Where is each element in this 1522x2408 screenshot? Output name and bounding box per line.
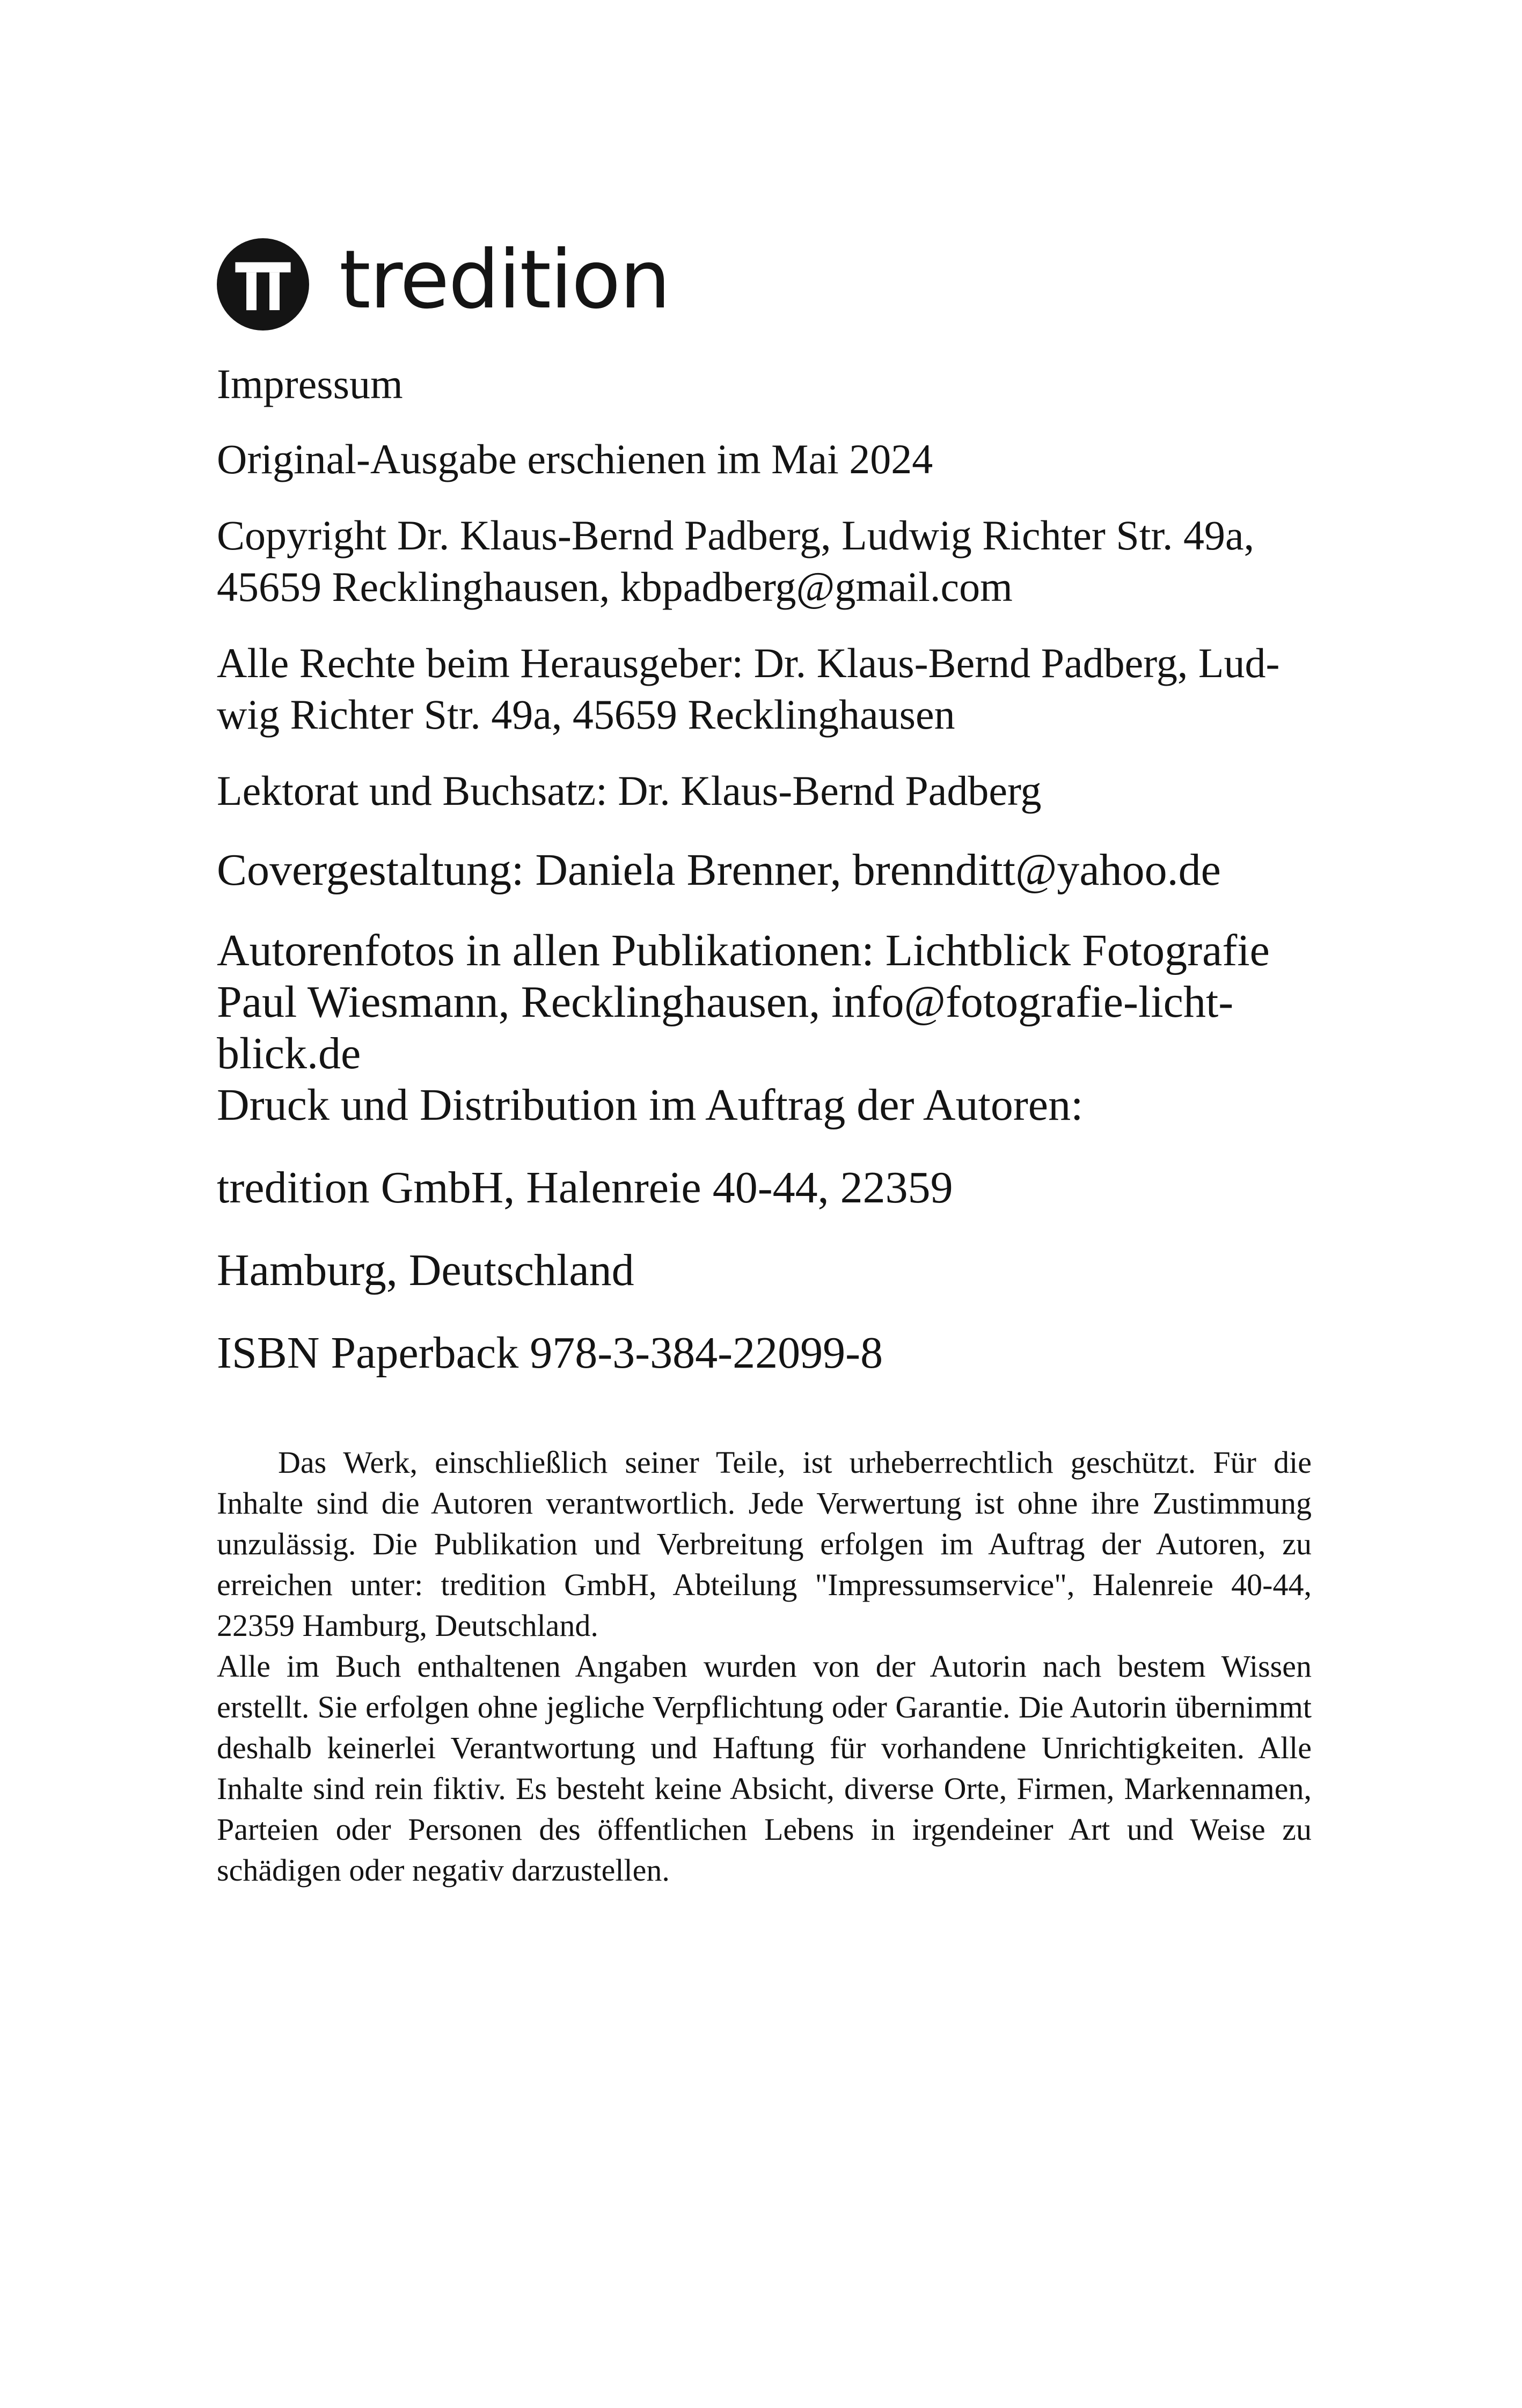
copyright-line-1: Copyright Dr. Klaus-Bernd Padberg, Ludwig Richter Str. 49a,	[217, 512, 1255, 559]
copyright-block	[217, 510, 1344, 613]
author-photos-line-1: Autorenfotos in allen Publikationen: Lichtblick Fotografie	[217, 926, 1270, 975]
rights-line-2: wig Richter Str. 49a, 45659 Recklinghausen	[217, 691, 955, 738]
editing-line: Lektorat und Buchsatz: Dr. Klaus-Bernd Padberg	[217, 767, 1042, 814]
imprint-heading: Impressum	[217, 361, 403, 407]
legal-notice	[217, 1442, 1312, 1891]
tredition-logo	[217, 233, 670, 333]
print-distribution-line: Druck und Distribution im Auftrag der Autoren:	[217, 1080, 1084, 1130]
author-photos-line-2: Paul Wiesmann, Recklinghausen, info@fotografie-licht-	[217, 977, 1234, 1027]
legal-paragraph-disclaimer: Alle im Buch enthaltenen Angaben wurden von der Autorin nach bestem Wissen erstellt. Sie erfolgen ohne jegliche Verpflichtung oder Garantie. Die Autorin übernimmt deshalb keinerlei Verantwortung und Haftung für vorhandene Unrichtigkeiten. Alle Inhalte sind rein fiktiv. Es besteht keine Absicht, diverse Orte, Firmen, Markennamen, Parteien oder Personen des öffentlichen Lebens in irgendeiner Art und Weise zu schädigen oder negativ darzustellen.	[217, 1649, 1312, 1888]
edition-line: Original-Ausgabe erschienen im Mai 2024	[217, 436, 933, 482]
legal-paragraph-copyright: Das Werk, einschließlich seiner Teile, ist urheberrechtlich geschützt. Für die Inhalte sind die Autoren verantwortlich. Jede Verwertung ist ohne ihre Zustimmung unzulässig. Die Publikation und Verbreitung erfolgen im Auftrag der Autoren, zu erreichen unter: tredition GmbH, Abteilung "Impressumservice", Halenreie 40-44, 22359 Hamburg, Deutschland.	[217, 1445, 1312, 1643]
isbn-line: ISBN Paperback 978-3-384-22099-8	[217, 1328, 883, 1378]
copyright-line-2: 45659 Recklinghausen, kbpadberg@gmail.com	[217, 563, 1013, 610]
rights-block	[217, 637, 1344, 740]
imprint-block	[217, 348, 1344, 1379]
tredition-logo-mark-icon	[217, 238, 309, 331]
author-photos-block	[217, 925, 1344, 1080]
publisher-line-1: tredition GmbH, Halenreie 40-44, 22359	[217, 1163, 953, 1213]
author-photos-line-3: blick.de	[217, 1029, 361, 1078]
publisher-line-2: Hamburg, Deutschland	[217, 1245, 634, 1295]
rights-line-1: Alle Rechte beim Herausgeber: Dr. Klaus-Bernd Padberg, Lud-	[217, 640, 1280, 686]
logo-wordmark: tredition	[339, 233, 670, 327]
cover-design-line: Covergestaltung: Daniela Brenner, brennditt@yahoo.de	[217, 845, 1221, 895]
